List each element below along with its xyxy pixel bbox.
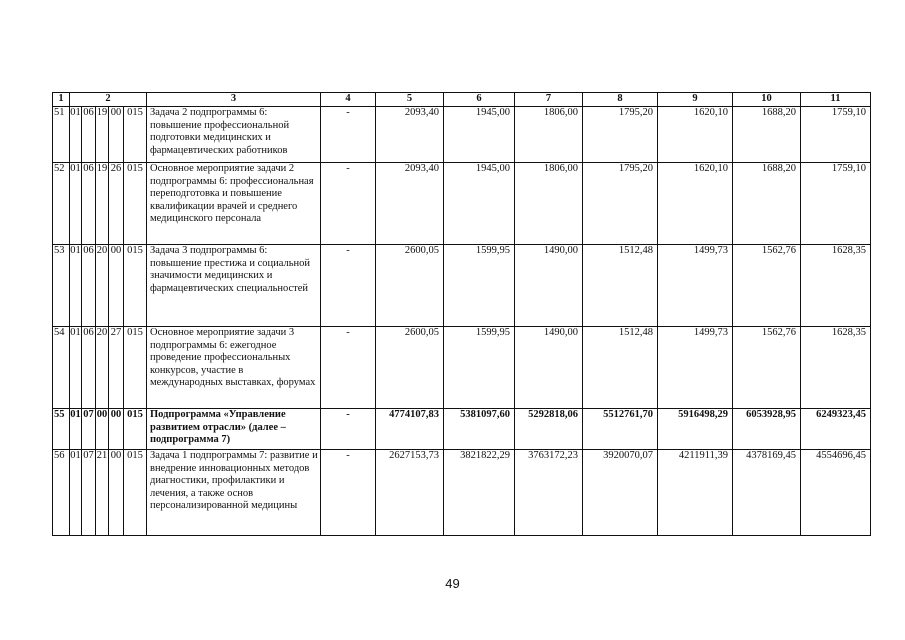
header-col-10: 10 <box>733 93 801 107</box>
row-number-cell: 51 <box>53 107 70 163</box>
value-cell: 3763172,23 <box>515 450 583 536</box>
value-cell: 1628,35 <box>801 327 871 409</box>
indicator-cell: - <box>321 245 376 327</box>
value-cell: 1599,95 <box>444 245 515 327</box>
code-cell: 07 <box>82 409 96 450</box>
value-cell: 4554696,45 <box>801 450 871 536</box>
value-cell: 1945,00 <box>444 163 515 245</box>
value-cell: 5381097,60 <box>444 409 515 450</box>
header-col-1: 1 <box>53 93 70 107</box>
value-cell: 2093,40 <box>376 107 444 163</box>
code-cell: 06 <box>82 107 96 163</box>
row-number-cell: 55 <box>53 409 70 450</box>
header-col-2: 2 <box>70 93 147 107</box>
value-cell: 6053928,95 <box>733 409 801 450</box>
indicator-cell: - <box>321 327 376 409</box>
value-cell: 2600,05 <box>376 245 444 327</box>
code-cell: 06 <box>82 327 96 409</box>
code-cell: 20 <box>96 327 109 409</box>
code-cell: 27 <box>109 327 124 409</box>
code-cell: 06 <box>82 245 96 327</box>
indicator-cell: - <box>321 409 376 450</box>
value-cell: 5916498,29 <box>658 409 733 450</box>
value-cell: 1806,00 <box>515 107 583 163</box>
value-cell: 3920070,07 <box>583 450 658 536</box>
header-col-3: 3 <box>147 93 321 107</box>
page-number: 49 <box>445 576 460 591</box>
value-cell: 1795,20 <box>583 107 658 163</box>
value-cell: 4378169,45 <box>733 450 801 536</box>
indicator-cell: - <box>321 107 376 163</box>
value-cell: 1490,00 <box>515 245 583 327</box>
name-cell: Задача 3 подпрограммы 6: повышение престижа и социальной значимости медицинских и фармацевтических специальностей <box>147 245 321 327</box>
code-cell: 01 <box>70 327 82 409</box>
budget-table <box>52 92 871 536</box>
header-col-8: 8 <box>583 93 658 107</box>
value-cell: 5512761,70 <box>583 409 658 450</box>
value-cell: 6249323,45 <box>801 409 871 450</box>
row-number-cell: 54 <box>53 327 70 409</box>
name-cell: Основное мероприятие задачи 3 подпрограммы 6: ежегодное проведение профессиональных конкурсов, участие в международных выставках, форумах <box>147 327 321 409</box>
header-col-5: 5 <box>376 93 444 107</box>
code-cell: 015 <box>124 107 147 163</box>
header-col-11: 11 <box>801 93 871 107</box>
code-cell: 015 <box>124 163 147 245</box>
table-row <box>53 450 871 536</box>
code-cell: 00 <box>109 450 124 536</box>
value-cell: 1759,10 <box>801 163 871 245</box>
code-cell: 015 <box>124 327 147 409</box>
row-number-cell: 52 <box>53 163 70 245</box>
name-cell: Подпрограмма «Управление развитием отрасли» (далее – подпрограмма 7) <box>147 409 321 450</box>
name-cell: Задача 1 подпрограммы 7: развитие и внедрение инновационных методов диагностики, профилактики и лечения, а также основ персонализированной медицины <box>147 450 321 536</box>
value-cell: 1599,95 <box>444 327 515 409</box>
code-cell: 00 <box>109 245 124 327</box>
value-cell: 4774107,83 <box>376 409 444 450</box>
value-cell: 1795,20 <box>583 163 658 245</box>
code-cell: 21 <box>96 450 109 536</box>
value-cell: 1562,76 <box>733 327 801 409</box>
table-row <box>53 409 871 450</box>
name-cell: Задача 2 подпрограммы 6: повышение профессиональной подготовки медицинских и фармацевтических работников <box>147 107 321 163</box>
indicator-cell: - <box>321 163 376 245</box>
header-col-7: 7 <box>515 93 583 107</box>
value-cell: 2600,05 <box>376 327 444 409</box>
value-cell: 1688,20 <box>733 163 801 245</box>
header-col-6: 6 <box>444 93 515 107</box>
code-cell: 00 <box>109 107 124 163</box>
code-cell: 26 <box>109 163 124 245</box>
header-col-9: 9 <box>658 93 733 107</box>
row-number-cell: 56 <box>53 450 70 536</box>
indicator-cell: - <box>321 450 376 536</box>
value-cell: 1628,35 <box>801 245 871 327</box>
value-cell: 1945,00 <box>444 107 515 163</box>
table-row <box>53 327 871 409</box>
code-cell: 00 <box>109 409 124 450</box>
code-cell: 19 <box>96 107 109 163</box>
value-cell: 2627153,73 <box>376 450 444 536</box>
code-cell: 015 <box>124 409 147 450</box>
value-cell: 5292818,06 <box>515 409 583 450</box>
code-cell: 01 <box>70 163 82 245</box>
value-cell: 1512,48 <box>583 327 658 409</box>
code-cell: 06 <box>82 163 96 245</box>
code-cell: 015 <box>124 245 147 327</box>
code-cell: 07 <box>82 450 96 536</box>
value-cell: 4211911,39 <box>658 450 733 536</box>
value-cell: 1620,10 <box>658 107 733 163</box>
code-cell: 01 <box>70 450 82 536</box>
name-cell: Основное мероприятие задачи 2 подпрограммы 6: профессиональная переподготовка и повышение квалификации врачей и среднего медицинского персонала <box>147 163 321 245</box>
code-cell: 00 <box>96 409 109 450</box>
value-cell: 1490,00 <box>515 327 583 409</box>
code-cell: 20 <box>96 245 109 327</box>
code-cell: 01 <box>70 245 82 327</box>
value-cell: 2093,40 <box>376 163 444 245</box>
header-col-4: 4 <box>321 93 376 107</box>
value-cell: 1562,76 <box>733 245 801 327</box>
code-cell: 01 <box>70 409 82 450</box>
table-row <box>53 245 871 327</box>
code-cell: 01 <box>70 107 82 163</box>
value-cell: 1806,00 <box>515 163 583 245</box>
value-cell: 1688,20 <box>733 107 801 163</box>
value-cell: 1620,10 <box>658 163 733 245</box>
value-cell: 1759,10 <box>801 107 871 163</box>
row-number-cell: 53 <box>53 245 70 327</box>
value-cell: 1499,73 <box>658 245 733 327</box>
value-cell: 1512,48 <box>583 245 658 327</box>
header-row <box>53 93 871 107</box>
value-cell: 1499,73 <box>658 327 733 409</box>
table-row <box>53 107 871 163</box>
code-cell: 015 <box>124 450 147 536</box>
code-cell: 19 <box>96 163 109 245</box>
value-cell: 3821822,29 <box>444 450 515 536</box>
table-row <box>53 163 871 245</box>
